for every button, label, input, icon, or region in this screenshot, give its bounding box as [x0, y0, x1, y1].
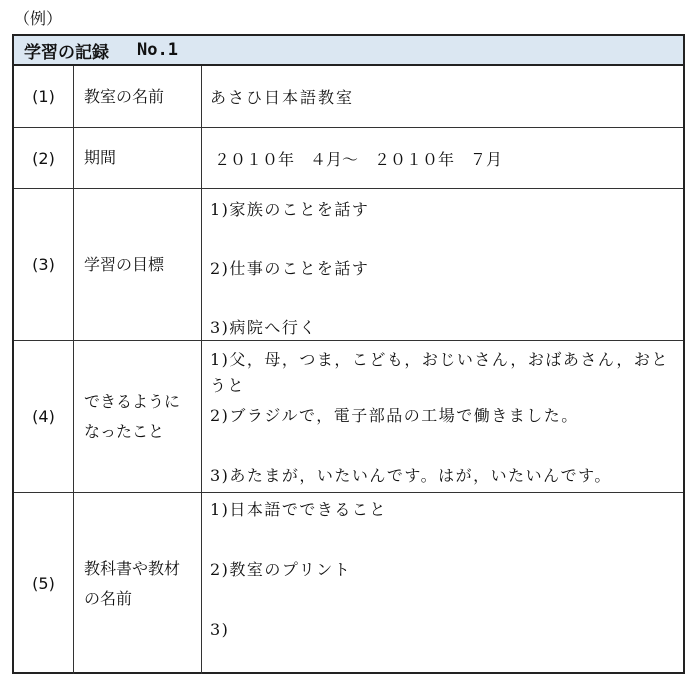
- table-row: [14, 493, 683, 674]
- table-row: [14, 341, 683, 493]
- list-item: 2)ブラジルで，電子部品の工場で働きました。: [210, 406, 579, 425]
- row-label: 期間: [74, 128, 202, 188]
- row-number: (5): [14, 493, 74, 674]
- table-title: 学習の記録: [24, 42, 109, 63]
- row-number: (3): [14, 189, 74, 340]
- learning-record-table: [12, 34, 685, 674]
- list-item: 1)日本語でできること: [210, 500, 387, 519]
- row-label: できるようになったこと: [74, 341, 202, 492]
- row-content: [202, 341, 683, 492]
- list-item: 1)父，母，つま，こども，おじいさん，おばあさん，おとうと: [210, 350, 669, 395]
- row-label: 教科書や教材の名前: [74, 493, 202, 674]
- list-item: 2)仕事のことを話す: [210, 259, 370, 278]
- row-number: (1): [14, 66, 74, 127]
- table-row: [14, 128, 683, 189]
- row-content: あさひ日本語教室: [210, 88, 355, 107]
- row-number: (4): [14, 341, 74, 492]
- row-content: ２０１０年 ４月～ ２０１０年 ７月: [214, 149, 503, 169]
- row-content: [202, 493, 683, 674]
- row-label: 教室の名前: [74, 66, 202, 127]
- example-caption: （例）: [14, 9, 63, 28]
- table-header: [14, 36, 683, 66]
- list-item: 3): [210, 620, 230, 639]
- table-row: [14, 66, 683, 128]
- list-item: 1)家族のことを話す: [210, 200, 370, 219]
- record-number: No.1: [137, 40, 178, 60]
- table-row: [14, 189, 683, 341]
- row-label: 学習の目標: [74, 189, 202, 340]
- list-item: 2)教室のプリント: [210, 560, 352, 579]
- row-content: [202, 189, 683, 340]
- row-number: (2): [14, 128, 74, 188]
- list-item: 3)病院へ行く: [210, 318, 317, 337]
- list-item: 3)あたまが，いたいんです。はが，いたいんです。: [210, 466, 612, 485]
